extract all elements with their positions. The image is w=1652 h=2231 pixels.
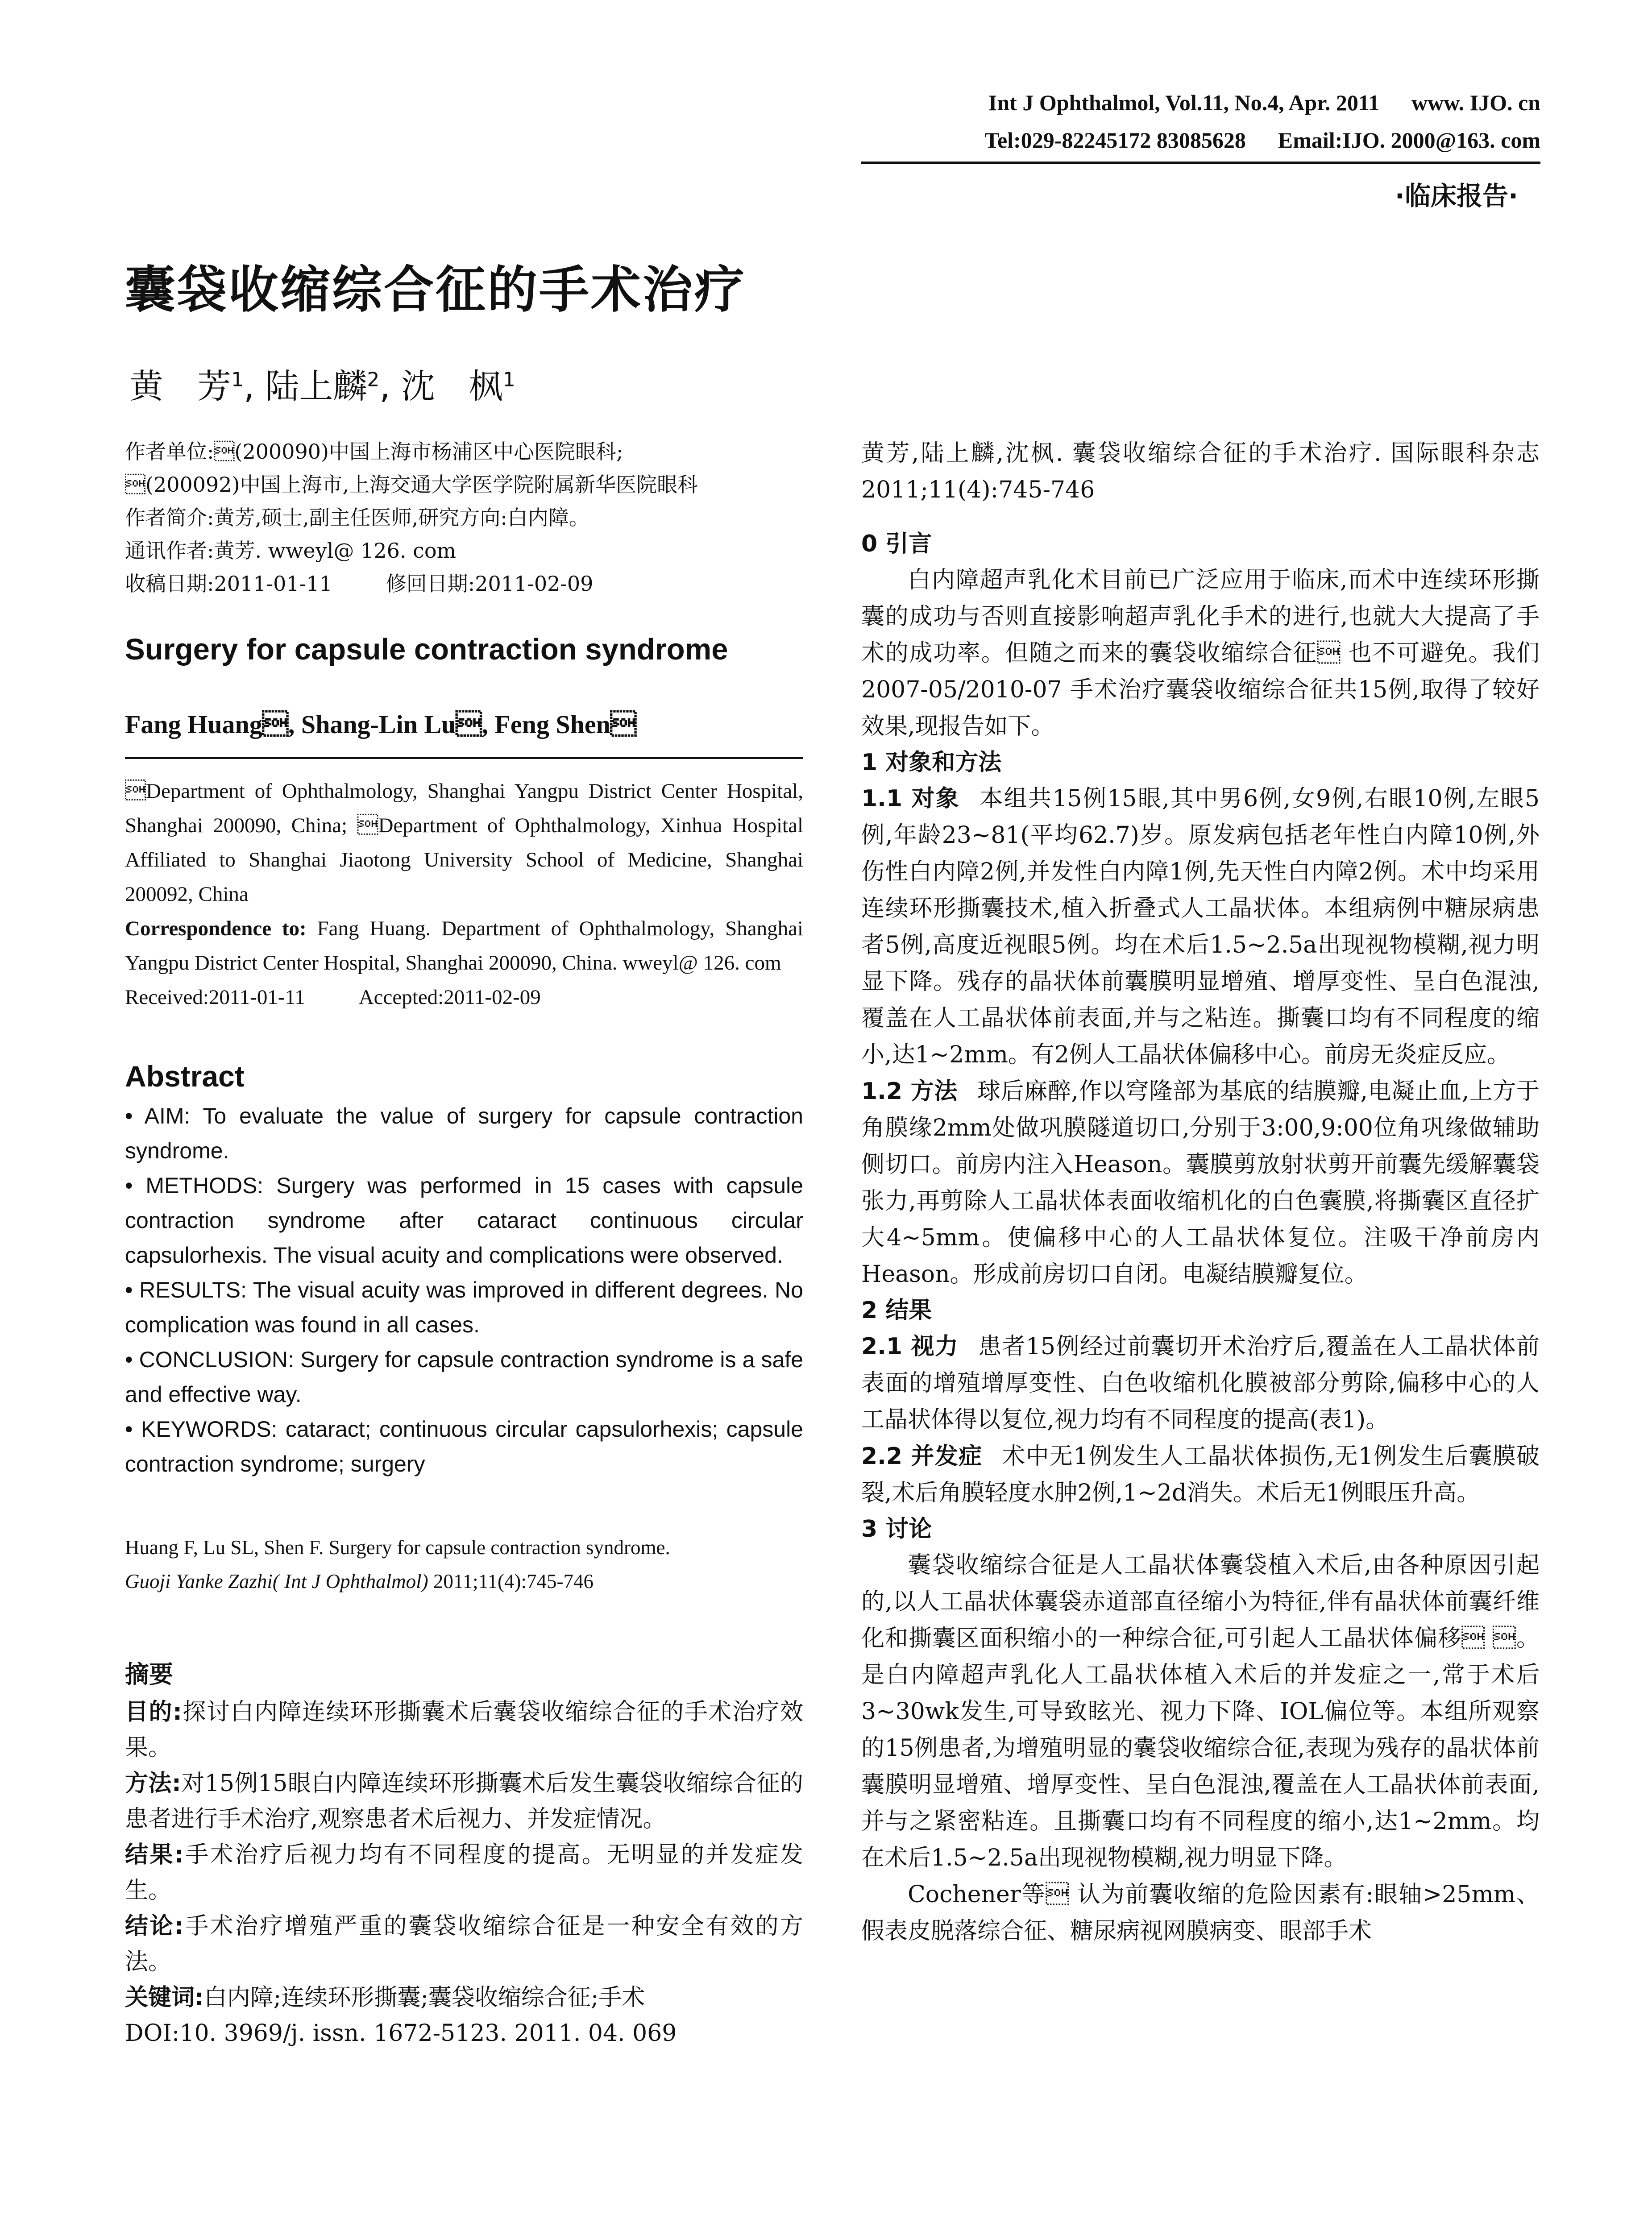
- corresponding-author: 通讯作者:黄芳. wweyl@ 126. com: [125, 539, 457, 563]
- paragraph-text: 术中无1例发生人工晶状体损伤,无1例发生后囊膜破裂,术后角膜轻度水肿2例,1~2d消失。术后无1例眼压升高。: [861, 1443, 1540, 1506]
- paragraph: [861, 780, 1540, 1073]
- article-title-cn: 囊袋收缩综合征的手术治疗: [125, 261, 746, 319]
- authors-en: Fang Huang, Shang-Lin Lu, Feng Shen: [125, 709, 803, 759]
- paragraph-text: 患者15例经过前囊切开术治疗后,覆盖在人工晶状体前表面的增殖增厚变性、白色收缩机化膜被部分剪除,偏移中心的人工晶状体得以复位,视力均有不同程度的提高(表1)。: [861, 1333, 1540, 1433]
- affiliation-line: (200092)中国上海市,上海交通大学医学院附属新华医院眼科: [125, 473, 698, 497]
- received-date-en: Received:2011-01-11: [125, 986, 305, 1009]
- author-name: 黄 芳: [129, 366, 231, 406]
- abstract-cn-aim: [125, 1694, 803, 1766]
- citation-en: [125, 1530, 803, 1598]
- header-email[interactable]: Email:IJO. 2000@163. com: [1278, 128, 1540, 153]
- author-name: 沈 枫: [401, 366, 503, 406]
- left-column: [125, 435, 803, 2051]
- section-tag: ·临床报告·: [1395, 181, 1518, 211]
- citation-line: [125, 1564, 803, 1598]
- doi[interactable]: DOI:10. 3969/j. issn. 1672-5123. 2011. 04. 069: [125, 2020, 677, 2047]
- accepted-date-en: Accepted:2011-02-09: [358, 986, 541, 1009]
- abstract-cn-methods: [125, 1766, 803, 1837]
- paragraph: 白内障超声乳化术目前已广泛应用于临床,而术中连续环形撕囊的成功与否则直接影响超声乳化手术的进行,也就大大提高了手术的成功率。但随之而来的囊袋收缩综合征 也不可避免。我们 2007-05/2010-07 手术治疗囊袋收缩综合征共15例,取得了较好效果,现报告如下。: [861, 567, 1540, 740]
- label: 关键词:: [125, 1984, 204, 2011]
- affiliation-line: 作者单位:(200090)中国上海市杨浦区中心医院眼科;: [125, 440, 623, 464]
- abstract-cn-keywords: [125, 1980, 803, 2015]
- section-heading: 3 讨论: [861, 1516, 932, 1543]
- paragraph-text: 球后麻醉,作以穹隆部为基底的结膜瓣,电凝止血,上方于角膜缘2mm处做巩膜隧道切口,分别于3:00,9:00位角巩缘做辅助侧切口。前房内注入Heason。囊膜剪放射状剪开前囊先缓解囊袋张力,再剪除人工晶状体表面收缩机化的白色囊膜,将撕囊区直径扩大4~5mm。使偏移中心的人工晶状体复位。注吸干净前房内Heason。形成前房切口自闭。电凝结膜瓣复位。: [861, 1078, 1540, 1288]
- revised-date: 修回日期:2011-02-09: [386, 572, 594, 596]
- citation-cn: 黄芳,陆上麟,沈枫. 囊袋收缩综合征的手术治疗. 国际眼科杂志 2011;11(4):745-746: [861, 440, 1540, 503]
- paragraph-text: 本组共15例15眼,其中男6例,女9例,右眼10例,左眼5例,年龄23~81(平均62.7)岁。原发病包括老年性白内障10例,外伤性白内障2例,并发性白内障1例,先天性白内障2例。术中均采用连续环形撕囊技术,植入折叠式人工晶状体。本组病例中糖尿病患者5例,高度近视眼5例。均在术后1.5~2.5a出现视物模糊,视力明显下降。残存的晶状体前囊膜明显增殖、增厚变性、呈白色混浊,覆盖在人工晶状体前表面,并与之粘连。撕囊口均有不同程度的缩小,达1~2mm。有2例人工晶状体偏移中心。前房无炎症反应。: [861, 785, 1540, 1068]
- abstract-heading-en: Abstract: [125, 1060, 245, 1093]
- paragraph: [861, 1328, 1540, 1438]
- author-affiliation-mark: 1: [231, 368, 244, 391]
- abstract-cn-results: [125, 1837, 803, 1908]
- correspondence-text: Fang Huang. Department of Ophthalmology, Shanghai Yangpu District Center Hospital, Shanghai 200090, China. wweyl@ 126. com: [125, 917, 803, 975]
- dates-cn: [125, 567, 803, 600]
- paragraph: [861, 1438, 1540, 1511]
- paragraph: [861, 1073, 1540, 1293]
- text: 手术治疗增殖严重的囊袋收缩综合征是一种安全有效的方法。: [125, 1913, 803, 1975]
- section-heading: 2 结果: [861, 1297, 932, 1324]
- abstract-conclusion: • CONCLUSION: Surgery for capsule contraction syndrome is a safe and effective way.: [125, 1347, 803, 1407]
- right-column: [861, 435, 1540, 1949]
- departments: Department of Ophthalmology, Shanghai Yangpu District Center Hospital, Shanghai 200090, China; Department of Ophthalmology, Xinhua Hospital Affiliated to Shanghai Jiaotong University School of Medicine, Shanghai 200092, China: [125, 780, 803, 906]
- author-separator: ,: [379, 366, 390, 406]
- abstract-keywords: • KEYWORDS: cataract; continuous circular capsulorhexis; capsule contraction syndrome; surgery: [125, 1417, 803, 1476]
- section-heading: 1 对象和方法: [861, 749, 1002, 776]
- paragraph: Cochener等 认为前囊收缩的危险因素有:眼轴>25mm、假表皮脱落综合征、糖尿病视网膜病变、眼部手术: [861, 1881, 1540, 1945]
- subsection-heading: 1.2 方法: [861, 1078, 958, 1105]
- author-separator: ,: [244, 366, 255, 406]
- label: 结论:: [125, 1913, 184, 1940]
- dates-en: [125, 980, 803, 1015]
- section-heading: 0 引言: [861, 531, 932, 557]
- abstract-cn: [125, 1694, 803, 2051]
- header-journal: Int J Ophthalmol, Vol.11, No.4, Apr. 2011: [988, 90, 1380, 115]
- subsection-heading: 1.1 对象: [861, 785, 960, 812]
- abstract-aim: • AIM: To evaluate the value of surgery for capsule contraction syndrome.: [125, 1103, 803, 1163]
- abstract-heading-cn: 摘要: [125, 1660, 173, 1688]
- subsection-heading: 2.2 并发症: [861, 1443, 983, 1470]
- author-info-cn: [125, 435, 803, 600]
- abstract-results: • RESULTS: The visual acuity was improved in different degrees. No complication was found in all cases.: [125, 1277, 803, 1337]
- header-website[interactable]: www. IJO. cn: [1411, 90, 1540, 115]
- label: 结果:: [125, 1841, 184, 1868]
- author-name: 陆上麟: [265, 366, 367, 406]
- text: 对15例15眼白内障连续环形撕囊术后发生囊袋收缩综合征的患者进行手术治疗,观察患者术后视力、并发症情况。: [125, 1770, 803, 1833]
- paragraph: 囊袋收缩综合征是人工晶状体囊袋植入术后,由各种原因引起的,以人工晶状体囊袋赤道部直径缩小为特征,伴有晶状体前囊纤维化和撕囊区面积缩小的一种综合征,可引起人工晶状体偏移 。是白内障超声乳化人工晶状体植入术后的并发症之一,常于术后3~30wk发生,可导致眩光、视力下降、IOL偏位等。本组所观察的15例患者,为增殖明显的囊袋收缩综合征,表现为残存的晶状体前囊膜明显增殖、增厚变性、呈白色混浊,覆盖在人工晶状体前表面,并与之紧密粘连。且撕囊口均有不同程度的缩小,达1~2mm。均在术后1.5~2.5a出现视物模糊,视力明显下降。: [861, 1552, 1540, 1871]
- article-title-en: Surgery for capsule contraction syndrome: [125, 633, 728, 666]
- correspondence: [125, 912, 803, 980]
- author-bio: 作者简介:黄芳,硕士,副主任医师,研究方向:白内障。: [125, 506, 589, 530]
- correspondence-label: Correspondence to:: [125, 917, 307, 940]
- running-header: [984, 84, 1540, 159]
- header-rule: [861, 162, 1540, 164]
- affiliations-en: [125, 774, 803, 1015]
- label: 目的:: [125, 1699, 182, 1725]
- label: 方法:: [125, 1770, 181, 1797]
- text: 手术治疗后视力均有不同程度的提高。无明显的并发症发生。: [125, 1841, 803, 1904]
- author-affiliation-mark: 1: [502, 368, 515, 391]
- citation-journal: Guoji Yanke Zazhi( Int J Ophthalmol): [125, 1570, 428, 1592]
- text: 白内障;连续环形撕囊;囊袋收缩综合征;手术: [203, 1984, 645, 2011]
- abstract-en: [125, 1099, 803, 1481]
- citation-volume: 2011;11(4):745-746: [428, 1570, 594, 1592]
- abstract-methods: • METHODS: Surgery was performed in 15 cases with capsule contraction syndrome after cataract continuous circular capsulorhexis. The visual acuity and complications were observed.: [125, 1173, 803, 1268]
- header-telephone: Tel:029-82245172 83085628: [984, 128, 1246, 153]
- authors-cn: [129, 359, 515, 408]
- received-date: 收稿日期:2011-01-11: [125, 572, 332, 596]
- author-affiliation-mark: 2: [367, 368, 380, 391]
- abstract-cn-conclusion: [125, 1908, 803, 1980]
- subsection-heading: 2.1 视力: [861, 1333, 959, 1360]
- text: 探讨白内障连续环形撕囊术后囊袋收缩综合征的手术治疗效果。: [125, 1699, 803, 1761]
- citation-line: Huang F, Lu SL, Shen F. Surgery for capsule contraction syndrome.: [125, 1536, 670, 1559]
